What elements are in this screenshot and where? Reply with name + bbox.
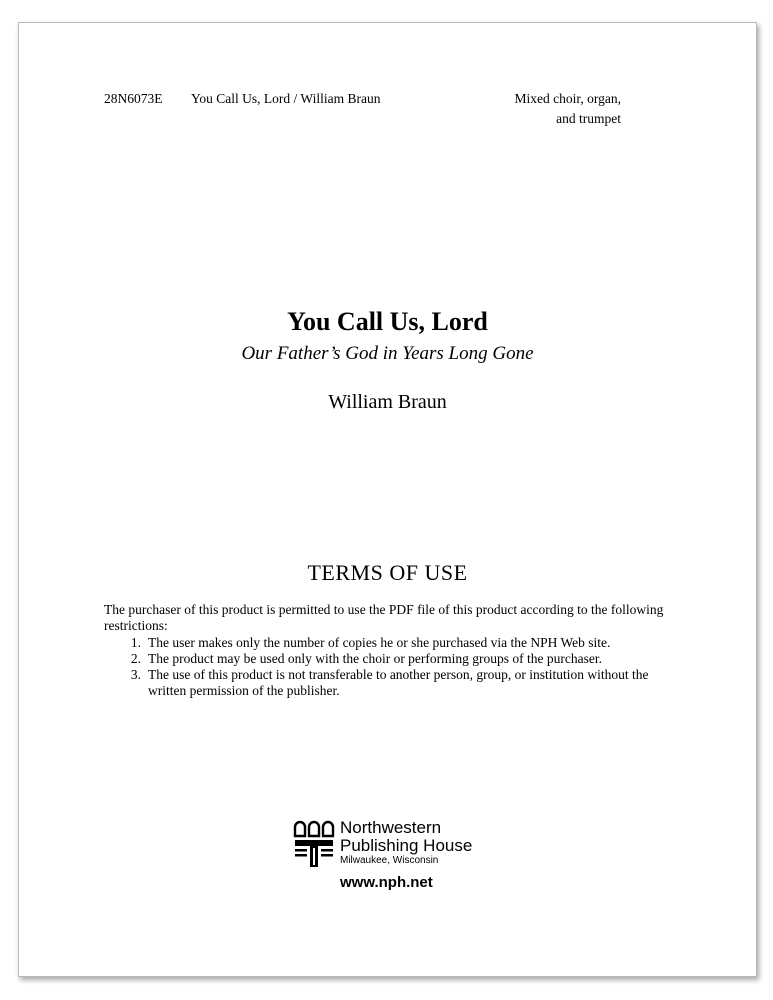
voicing-line-1: Mixed choir, organ, bbox=[514, 91, 621, 106]
terms-item-number: 2. bbox=[130, 651, 141, 666]
terms-item-number: 1. bbox=[130, 635, 141, 650]
terms-heading: TERMS OF USE bbox=[307, 560, 468, 585]
terms-item-number: 3. bbox=[130, 667, 141, 682]
nph-cross-logo-icon bbox=[293, 820, 335, 868]
composer-name: William Braun bbox=[328, 391, 447, 413]
publisher-name bbox=[340, 819, 472, 867]
header-title-composer: You Call Us, Lord / William Braun bbox=[191, 91, 381, 106]
terms-item bbox=[104, 635, 674, 651]
publisher-url[interactable]: www.nph.net bbox=[340, 874, 433, 891]
terms-list bbox=[104, 635, 674, 699]
page-subtitle: Our Father’s God in Years Long Gone bbox=[241, 343, 534, 364]
voicing-line-2: and trumpet bbox=[556, 111, 621, 126]
terms-item-text: The use of this product is not transferable to another person, group, or institution without the written permission of the publisher. bbox=[148, 667, 649, 698]
document-page bbox=[18, 22, 757, 977]
publisher-name-line-1: Northwestern bbox=[340, 818, 442, 837]
terms-item-text: The product may be used only with the choir or performing groups of the purchaser. bbox=[148, 651, 603, 666]
publisher-location: Milwaukee, Wisconsin bbox=[340, 855, 439, 866]
terms-item bbox=[104, 651, 674, 667]
page-title: You Call Us, Lord bbox=[287, 307, 488, 336]
terms-item bbox=[104, 667, 674, 699]
catalog-number: 28N6073E bbox=[104, 91, 163, 106]
terms-intro: The purchaser of this product is permitted to use the PDF file of this product according to the following restrictions: bbox=[104, 602, 664, 633]
voicing bbox=[449, 89, 621, 129]
terms-item-text: The user makes only the number of copies he or she purchased via the NPH Web site. bbox=[148, 635, 611, 650]
publisher-name-line-2: Publishing House bbox=[340, 836, 473, 855]
publisher-logo bbox=[293, 819, 493, 909]
